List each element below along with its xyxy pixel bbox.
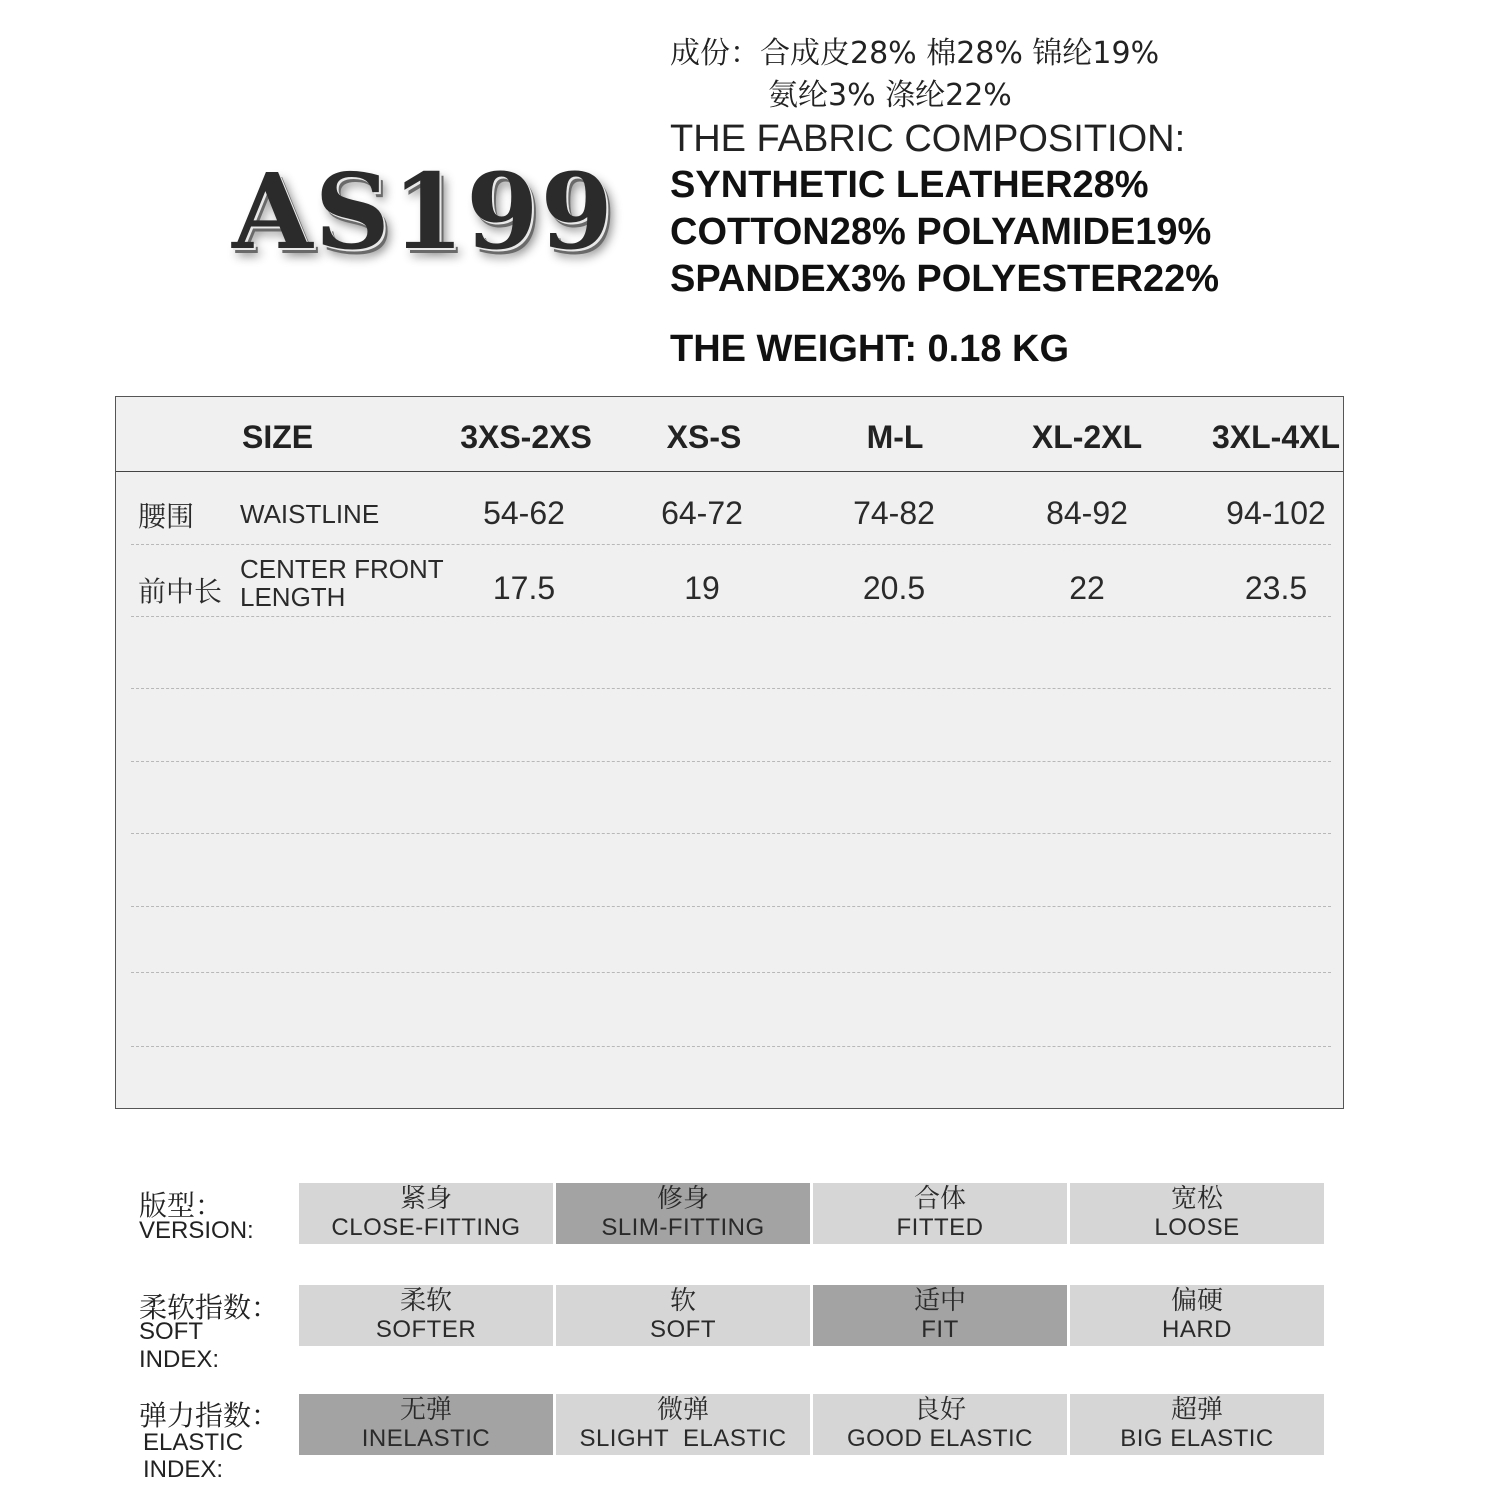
option-label-en: SLIM-FITTING [601,1214,765,1241]
soft-option-fit-selected [813,1285,1067,1346]
option-label-cn: 超弹 [1170,1395,1223,1425]
header-size-xs-s: XS-S [666,419,742,455]
row-label-en-waistline: WAISTLINE [240,499,380,529]
row-label-en-center-front-length-line-2: LENGTH [240,582,346,612]
elastic-option-slight-elastic [556,1394,810,1455]
table-cell: 54-62 [483,495,565,531]
fabric-composition-line-3: SPANDEX3% POLYESTER22% [670,258,1220,300]
row-divider [131,616,1331,617]
table-cell: 64-72 [661,495,743,531]
option-label-en: SOFT [650,1316,716,1343]
version-option-fitted [813,1183,1067,1244]
table-cell: 94-102 [1226,495,1326,531]
soft-option-softer [299,1285,553,1346]
option-label-en: FITTED [896,1214,984,1241]
option-label-cn: 适中 [913,1286,966,1316]
composition-cn-line-1: 成份：合成皮28% 棉28% 锦纶19% [670,36,1160,71]
version-option-loose [1070,1183,1324,1244]
table-cell: 74-82 [853,495,935,531]
table-cell: 23.5 [1244,570,1308,606]
header-size-3xs-2xs: 3XS-2XS [460,419,592,455]
option-label-en: GOOD ELASTIC [846,1425,1034,1452]
option-label-cn: 修身 [656,1184,709,1214]
option-label-cn: 偏硬 [1170,1286,1223,1316]
table-cell: 84-92 [1046,495,1128,531]
elastic-index-label-cn: 弹力指数： [139,1399,280,1432]
version-option-close-fitting [299,1183,553,1244]
row-divider [131,544,1331,545]
row-label-cn-waistline: 腰围 [138,500,195,533]
header-size-m-l: M-L [866,419,924,455]
elastic-index-label-en-line-2: INDEX: [143,1456,224,1483]
option-label-cn: 紧身 [399,1184,452,1214]
row-divider [131,833,1331,834]
soft-index-label-en-line-1: SOFT [139,1318,203,1345]
soft-option-soft [556,1285,810,1346]
garment-weight: THE WEIGHT: 0.18 KG [670,328,1070,370]
option-label-cn: 合体 [913,1184,966,1214]
header-size-3xl-4xl: 3XL-4XL [1211,419,1341,455]
row-divider [131,972,1331,973]
table-cell: 20.5 [862,570,926,606]
option-label-en: HARD [1161,1316,1232,1343]
row-divider [131,761,1331,762]
version-option-slim-fitting-selected [556,1183,810,1244]
brand-logo: AS199 [232,150,615,273]
row-label-cn-center-front-length: 前中长 [138,575,223,608]
table-cell: 17.5 [492,570,556,606]
option-label-cn: 柔软 [399,1286,452,1316]
composition-cn-line-2: 氨纶3% 涤纶22% [768,78,1012,113]
row-divider [131,906,1331,907]
option-label-en: FIT [921,1316,959,1343]
option-label-en: SOFTER [375,1316,477,1343]
option-label-en: CLOSE-FITTING [331,1214,521,1241]
option-label-cn: 无弹 [399,1395,452,1425]
option-label-cn: 良好 [913,1395,966,1425]
version-label-en: VERSION: [139,1217,254,1244]
header-size-xl-2xl: XL-2XL [1031,419,1143,455]
header-size: SIZE [242,419,314,455]
option-label-cn: 微弹 [656,1395,709,1425]
option-label-en: BIG ELASTIC [1120,1425,1274,1452]
option-label-en: INELASTIC [361,1425,491,1452]
header-divider [116,471,1343,472]
fabric-composition-line-1: SYNTHETIC LEATHER28% [670,164,1149,206]
soft-index-label-cn: 柔软指数： [139,1291,280,1324]
soft-index-label-en-line-2: INDEX: [139,1346,220,1373]
fabric-composition-title: THE FABRIC COMPOSITION: [670,118,1186,160]
option-label-en: LOOSE [1154,1214,1240,1241]
size-table [115,396,1344,1109]
soft-option-hard [1070,1285,1324,1346]
option-label-cn: 宽松 [1170,1184,1223,1214]
elastic-option-big-elastic [1070,1394,1324,1455]
elastic-index-label-en-line-1: ELASTIC [143,1429,244,1456]
version-label-cn: 版型： [139,1189,224,1222]
option-label-cn: 软 [669,1286,696,1316]
table-cell: 22 [1069,570,1105,606]
row-divider [131,688,1331,689]
row-divider [131,1046,1331,1047]
fabric-composition-line-2: COTTON28% POLYAMIDE19% [670,211,1212,253]
option-label-en: SLIGHT ELASTIC [579,1425,787,1452]
elastic-option-inelastic-selected [299,1394,553,1455]
row-label-en-center-front-length: CENTER FRONT [240,554,444,584]
elastic-option-good-elastic [813,1394,1067,1455]
table-cell: 19 [684,570,720,606]
